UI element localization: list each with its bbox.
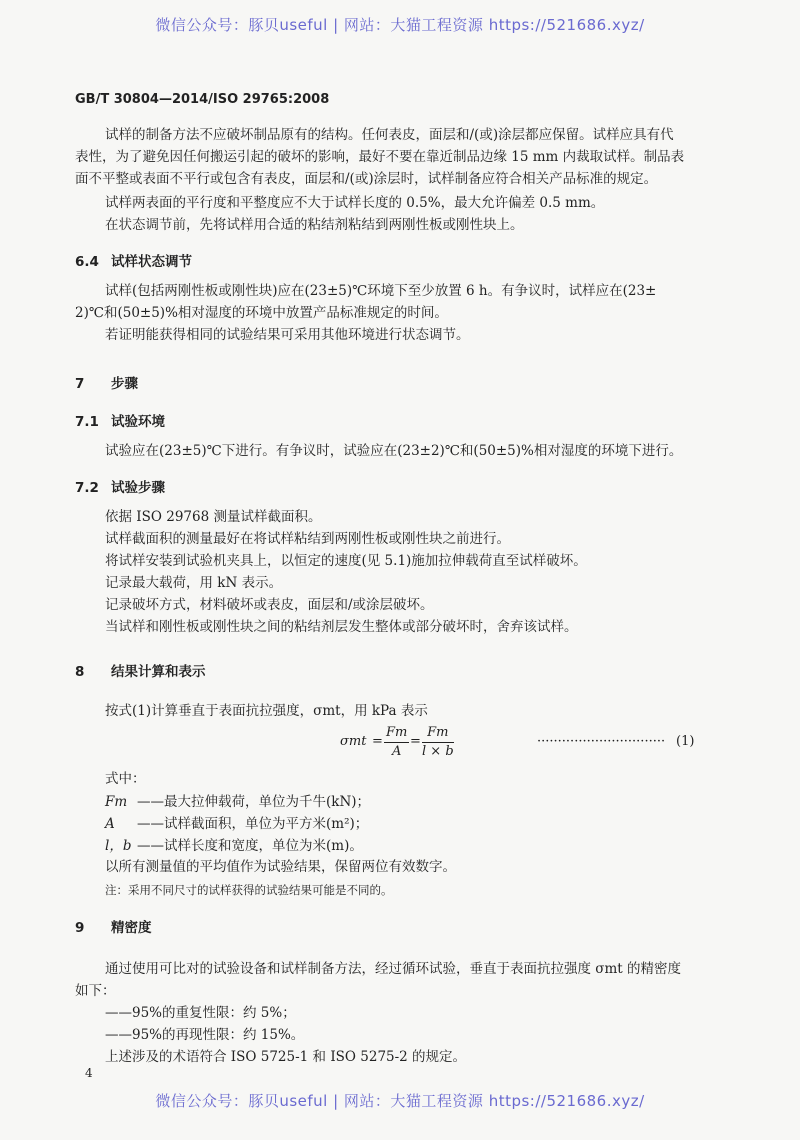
- section-heading-7-2: [75, 476, 165, 496]
- section-number: 8: [75, 664, 85, 680]
- section-heading-9: [75, 916, 152, 936]
- formula-1: [340, 722, 760, 766]
- section-title: 精密度: [111, 920, 152, 936]
- formula-lhs: σmt: [340, 734, 367, 749]
- section-title: 结果计算和表示: [111, 664, 206, 680]
- section-number: 7: [75, 376, 85, 392]
- page-number: 4: [85, 1066, 93, 1080]
- paragraph-line: 试样的制备方法不应破坏制品原有的结构。任何表皮，面层和/(或)涂层都应保留。试样应具有代: [105, 127, 674, 143]
- paragraph-line: 通过使用可比对的试验设备和试样制备方法，经过循环试验，垂直于表面抗拉强度 σmt 的精密度: [105, 961, 682, 977]
- procedure-step: 依据 ISO 29768 测量试样截面积。: [105, 509, 322, 525]
- standard-header: GB/T 30804—2014/ISO 29765:2008: [75, 92, 330, 107]
- paragraph-line: 如下：: [75, 983, 116, 999]
- list-item: ——95%的重复性限：约 5%；: [105, 1005, 296, 1021]
- variable-definition: [105, 834, 363, 854]
- section-heading-8: [75, 660, 206, 680]
- equals-sign: =: [372, 734, 383, 749]
- procedure-step: 记录最大载荷，用 kN 表示。: [105, 575, 283, 591]
- variable-symbol: l，b: [105, 838, 132, 854]
- paragraph: 试样两表面的平行度和平整度应不大于试样长度的 0.5%，最大允许偏差 0.5 mm。: [105, 195, 605, 211]
- leader-dots: ·······························: [537, 734, 666, 749]
- watermark-bottom: 微信公众号：豚贝useful | 网站：大猫工程资源 https://521686.xyz/: [155, 1092, 645, 1110]
- procedure-step: 当试样和刚性板或刚性块之间的粘结剂层发生整体或部分破坏时，舍弃该试样。: [105, 619, 578, 635]
- section-heading-7-1: [75, 410, 165, 430]
- section-title: 试样状态调节: [111, 254, 192, 270]
- fraction-numerator: Fm: [384, 724, 409, 743]
- variable-description: ——试样长度和宽度，单位为米(m)。: [137, 838, 363, 854]
- variable-symbol: Fm: [105, 794, 128, 810]
- variable-description: ——试样截面积，单位为平方米(m²)；: [137, 816, 369, 832]
- paragraph: 以所有测量值的平均值作为试验结果，保留两位有效数字。: [105, 859, 456, 875]
- procedure-step: 记录破坏方式，材料破坏或表皮，面层和/或涂层破坏。: [105, 597, 434, 613]
- fraction-denominator: l × b: [422, 744, 454, 759]
- section-heading-7: [75, 372, 138, 392]
- section-title: 试验环境: [111, 414, 165, 430]
- equation-number: (1): [676, 734, 695, 749]
- equals-sign: =: [410, 734, 421, 749]
- fraction: [422, 724, 454, 761]
- section-number: 7.1: [75, 414, 99, 430]
- variable-definition: [105, 790, 370, 810]
- variable-description: ——最大拉伸载荷，单位为千牛(kN)；: [137, 794, 371, 810]
- variable-symbol: A: [105, 816, 115, 832]
- section-number: 7.2: [75, 480, 99, 496]
- procedure-step: 将试样安装到试验机夹具上，以恒定的速度(见 5.1)施加拉伸载荷直至试样破坏。: [105, 553, 587, 569]
- note: 注：采用不同尺寸的试样获得的试验结果可能是不同的。: [105, 883, 393, 897]
- watermark-top: 微信公众号：豚贝useful | 网站：大猫工程资源 https://521686.xyz/: [155, 16, 645, 34]
- paragraph: 按式(1)计算垂直于表面抗拉强度，σmt，用 kPa 表示: [105, 703, 428, 719]
- section-number: 9: [75, 920, 85, 936]
- section-heading-6-4: [75, 250, 192, 270]
- variable-definition: [105, 812, 368, 832]
- section-number: 6.4: [75, 254, 99, 270]
- fraction-numerator: Fm: [422, 724, 454, 743]
- fraction: [384, 724, 409, 761]
- paragraph: 上述涉及的术语符合 ISO 5725-1 和 ISO 5275-2 的规定。: [105, 1049, 467, 1065]
- paragraph-line: 表性，为了避免因任何搬运引起的破坏的影响，最好不要在靠近制品边缘 15 mm 内裁取试样。制品表: [75, 149, 685, 165]
- where-label: 式中：: [105, 771, 146, 787]
- paragraph-line: 面不平整或表面不平行或包含有表皮，面层和/(或)涂层时，试样制备应符合相关产品标准的规定。: [75, 171, 658, 187]
- section-title: 试验步骤: [111, 480, 165, 496]
- section-title: 步骤: [111, 376, 138, 392]
- paragraph: 在状态调节前，先将试样用合适的粘结剂粘结到两刚性板或刚性块上。: [105, 217, 524, 233]
- procedure-step: 试样截面积的测量最好在将试样粘结到两刚性板或刚性块之前进行。: [105, 531, 510, 547]
- paragraph: 若证明能获得相同的试验结果可采用其他环境进行状态调节。: [105, 327, 470, 343]
- list-item: ——95%的再现性限：约 15%。: [105, 1027, 305, 1043]
- paragraph-line: 2)℃和(50±5)%相对湿度的环境中放置产品标准规定的时间。: [75, 305, 448, 321]
- paragraph-line: 试样(包括两刚性板或刚性块)应在(23±5)℃环境下至少放置 6 h。有争议时，试样应在(23±: [105, 283, 657, 299]
- paragraph: 试验应在(23±5)℃下进行。有争议时，试验应在(23±2)℃和(50±5)%相对湿度的环境下进行。: [105, 443, 683, 459]
- fraction-denominator: A: [391, 744, 402, 759]
